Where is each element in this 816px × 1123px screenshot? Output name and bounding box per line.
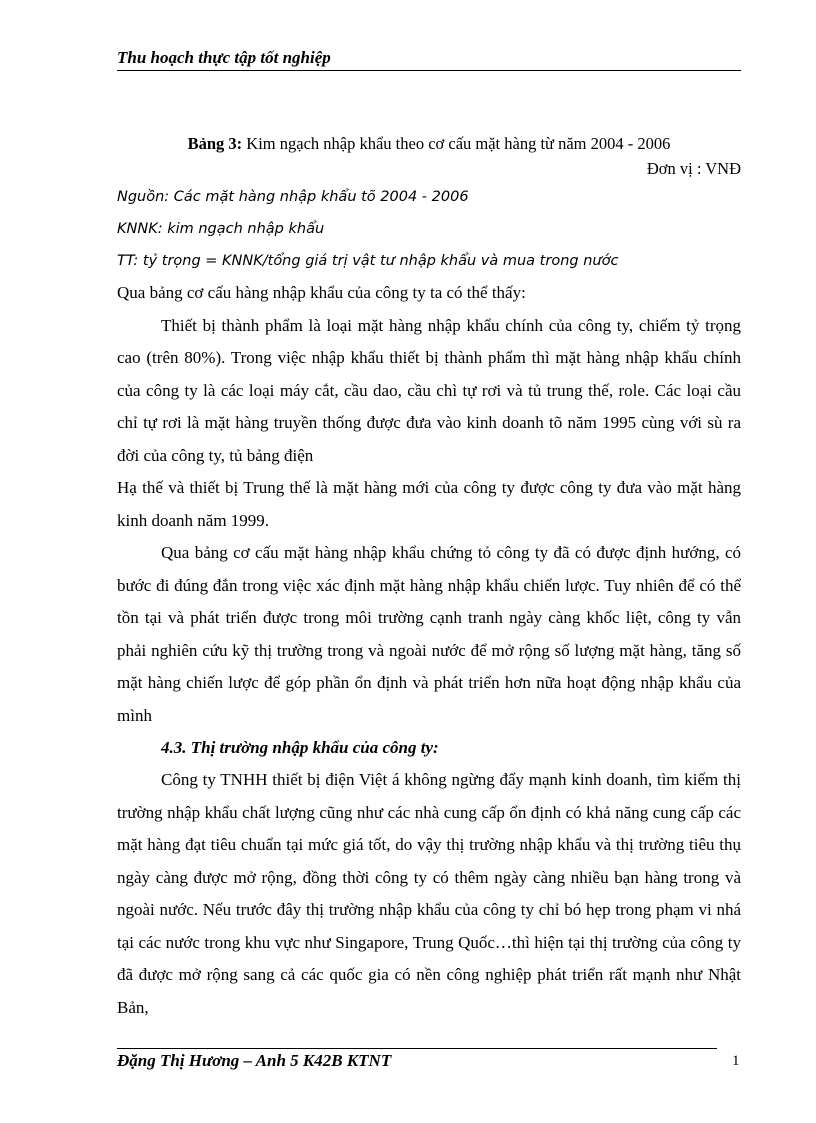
paragraph-strategy: Qua bảng cơ cấu mặt hàng nhập khẩu chứng tỏ công ty đã có được định hướng, có bước đi đúng đắn trong việc xác định mặt hàng nhập khẩu chiến lược. Tuy nhiên để có thể tồn tại và phát triển được trong môi trường cạnh tranh ngày càng khốc liệt, công ty vẫn phải nghiên cứu kỹ thị trường trong và ngoài nước để mở rộng số lượng mặt hàng, tăng số mặt hàng chiến lược để góp phần ổn định và phát triển hơn nữa hoạt động nhập khẩu của mình bbox=[117, 543, 741, 725]
paragraph-intro: Qua bảng cơ cấu hàng nhập khẩu của công ty ta có thể thấy: bbox=[117, 283, 526, 302]
page-header bbox=[117, 48, 741, 71]
document-body bbox=[117, 131, 741, 1024]
header-title: Thu hoạch thực tập tốt nghiệp bbox=[117, 48, 331, 67]
table-caption bbox=[117, 131, 741, 157]
page-number: 1 bbox=[732, 1053, 740, 1069]
table-caption-text: Kim ngạch nhập khẩu theo cơ cấu mặt hàng từ năm 2004 - 2006 bbox=[242, 134, 671, 153]
paragraph-new-products: Hạ thế và thiết bị Trung thế là mặt hàng mới của công ty được công ty đưa vào mặt hàng kinh doanh năm 1999. bbox=[117, 478, 741, 530]
abbreviation-note: KNNK: kim ngạch nhập khẩu bbox=[117, 221, 325, 237]
paragraph-products: Thiết bị thành phẩm là loại mặt hàng nhập khẩu chính của công ty, chiếm tỷ trọng cao (trên 80%). Trong việc nhập khẩu thiết bị thành phẩm thì mặt hàng nhập khẩu chính của công ty là các loại máy cắt, cầu dao, cầu chì tự rơi và tủ trung thế, role. Các loại cầu chỉ tự rơi là mặt hàng truyền thống được đưa vào kinh doanh tõ năm 1995 cùng với sù ra đời của công ty, tủ bảng điện bbox=[117, 315, 741, 465]
source-note: Nguồn: Các mặt hàng nhập khẩu tõ 2004 - 2006 bbox=[117, 189, 469, 205]
unit-label: Đơn vị : VNĐ bbox=[646, 159, 741, 178]
ratio-note: TT: tỷ trọng = KNNK/tổng giá trị vật tư nhập khẩu và mua trong nước bbox=[117, 253, 619, 269]
paragraph-market: Công ty TNHH thiết bị điện Việt á không ngừng đẩy mạnh kinh doanh, tìm kiếm thị trường nhập khẩu chất lượng cũng như các nhà cung cấp ổn định có khả năng cung cấp các mặt hàng đạt tiêu chuẩn tại mức giá tốt, do vậy thị trường nhập khẩu và thị trường tiêu thụ ngày càng được mở rộng, đồng thời công ty có thêm ngày càng nhiều bạn hàng trong và ngoài nước. Nếu trước đây thị trường nhập khẩu của công ty chỉ bó hẹp trong phạm vi nhá tại các nước trong khu vực như Singapore, Trung Quốc…thì hiện tại thị trường của công ty đã được mở rộng sang cả các quốc gia có nền công nghiệp phát triển rất mạnh như Nhật Bản, bbox=[117, 770, 741, 1017]
footer-author: Đặng Thị Hương – Anh 5 K42B KTNT bbox=[117, 1051, 392, 1070]
section-heading: 4.3. Thị trường nhập khẩu của công ty: bbox=[161, 738, 439, 757]
table-caption-label: Bảng 3: bbox=[187, 134, 243, 153]
page-footer bbox=[117, 1048, 717, 1071]
